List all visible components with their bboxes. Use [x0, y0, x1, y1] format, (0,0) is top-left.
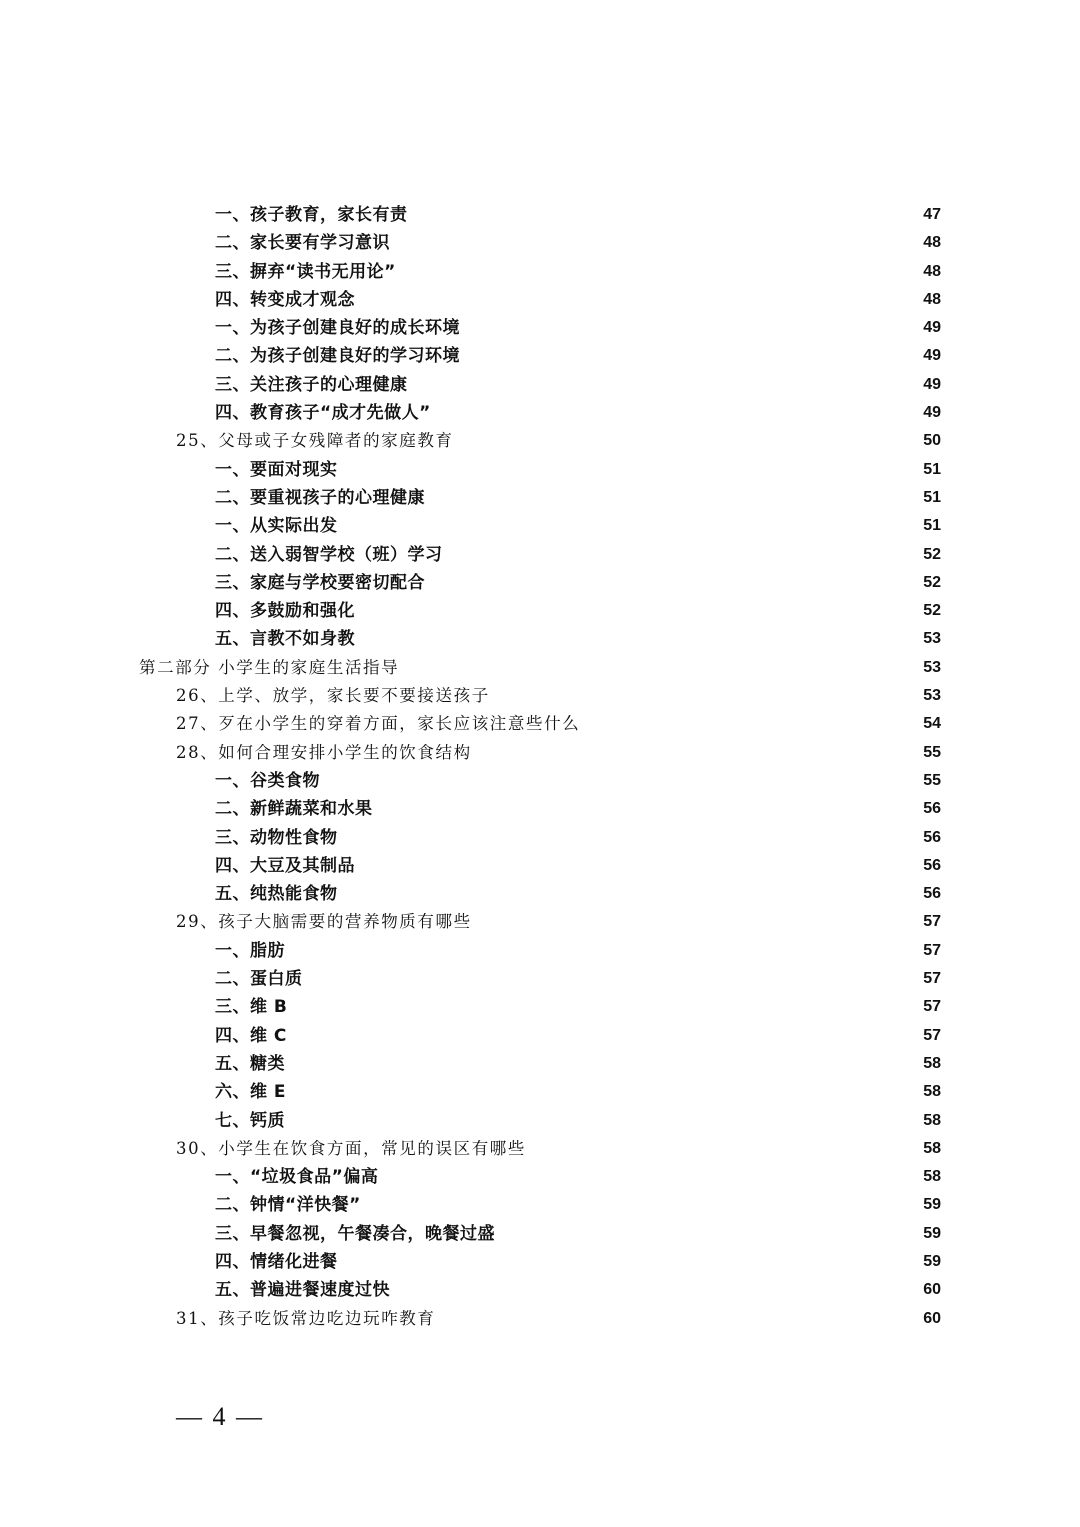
toc-entry-page: 53	[923, 687, 941, 705]
toc-entry	[0, 993, 1080, 1021]
toc-entry	[0, 371, 1080, 399]
toc-entry-title: 一、为孩子创建良好的成长环境	[215, 318, 460, 339]
toc-entry-title: 四、教育孩子“成才先做人”	[215, 403, 431, 424]
toc-entry-title: 一、脂肪	[215, 940, 285, 961]
toc-entry	[0, 852, 1080, 880]
toc-entry-title: 29、孩子大脑需要的营养物质有哪些	[176, 912, 472, 932]
toc-entry-title: 27、歹在小学生的穿着方面，家长应该注意些什么	[176, 714, 581, 734]
toc-entry	[0, 597, 1080, 625]
toc-entry	[0, 1276, 1080, 1304]
toc-entry-page: 48	[923, 262, 941, 280]
toc-entry	[0, 456, 1080, 484]
toc-entry-title: 26、上学、放学，家长要不要接送孩子	[176, 686, 490, 706]
toc-entry	[0, 229, 1080, 257]
toc-entry	[0, 739, 1080, 767]
toc-entry-page: 58	[923, 1111, 941, 1129]
toc-entry	[0, 767, 1080, 795]
toc-entry-page: 56	[923, 800, 941, 818]
toc-entry	[0, 1050, 1080, 1078]
toc-entry-page: 54	[923, 715, 941, 733]
toc-entry	[0, 1135, 1080, 1163]
toc-entry-page: 52	[923, 573, 941, 591]
toc-entry-title: 一、“垃圾食品”偏高	[215, 1167, 379, 1188]
toc-entry-page: 58	[923, 1083, 941, 1101]
toc-entry-title: 一、要面对现实	[215, 459, 338, 480]
toc-entry	[0, 1191, 1080, 1219]
toc-entry-title: 三、动物性食物	[215, 827, 338, 848]
toc-entry-page: 60	[923, 1281, 941, 1299]
toc-entry-page: 49	[923, 347, 941, 365]
toc-entry-title: 二、要重视孩子的心理健康	[215, 487, 425, 508]
toc-entry	[0, 1163, 1080, 1191]
toc-entry-page: 56	[923, 828, 941, 846]
toc-entry-page: 58	[923, 1054, 941, 1072]
toc-entry-page: 57	[923, 998, 941, 1016]
toc-entry-page: 52	[923, 602, 941, 620]
toc-entry-title: 五、纯热能食物	[215, 884, 338, 905]
toc-entry-title: 第二部分 小学生的家庭生活指导	[139, 657, 400, 677]
toc-entry-page: 58	[923, 1139, 941, 1157]
toc-entry-page: 59	[923, 1196, 941, 1214]
toc-entry-title: 四、维 C	[215, 1025, 287, 1046]
toc-entry	[0, 286, 1080, 314]
toc-entry-page: 59	[923, 1252, 941, 1270]
toc-entry-page: 59	[923, 1224, 941, 1242]
toc-entry-title: 三、摒弃“读书无用论”	[215, 261, 396, 282]
toc-entry	[0, 908, 1080, 936]
toc-entry-page: 51	[923, 517, 941, 535]
toc-entry-page: 55	[923, 743, 941, 761]
toc-entry	[0, 710, 1080, 738]
toc-entry-page: 50	[923, 432, 941, 450]
toc-entry-title: 三、早餐忽视，午餐凑合，晚餐过盛	[215, 1223, 495, 1244]
toc-entry-title: 二、送入弱智学校（班）学习	[215, 544, 443, 565]
toc-entry-page: 56	[923, 856, 941, 874]
toc-entry	[0, 1107, 1080, 1135]
table-of-contents	[0, 201, 1080, 1333]
toc-entry-title: 四、转变成才观念	[215, 289, 355, 310]
toc-entry-page: 55	[923, 771, 941, 789]
toc-entry-title: 四、大豆及其制品	[215, 855, 355, 876]
toc-entry	[0, 824, 1080, 852]
toc-entry	[0, 201, 1080, 229]
toc-entry-title: 三、关注孩子的心理健康	[215, 374, 408, 395]
toc-entry-title: 一、从实际出发	[215, 516, 338, 537]
toc-entry-page: 53	[923, 658, 941, 676]
toc-entry	[0, 484, 1080, 512]
toc-entry-title: 七、钙质	[215, 1110, 285, 1131]
toc-entry	[0, 880, 1080, 908]
toc-entry	[0, 569, 1080, 597]
toc-entry	[0, 258, 1080, 286]
toc-entry-page: 52	[923, 545, 941, 563]
toc-entry-title: 28、如何合理安排小学生的饮食结构	[176, 742, 472, 762]
toc-entry	[0, 1220, 1080, 1248]
toc-entry-title: 二、钟情“洋快餐”	[215, 1195, 361, 1216]
toc-entry-title: 五、糖类	[215, 1053, 285, 1074]
toc-entry-title: 三、家庭与学校要密切配合	[215, 572, 425, 593]
toc-entry	[0, 1078, 1080, 1106]
toc-entry-title: 25、父母或子女残障者的家庭教育	[176, 431, 454, 451]
toc-entry-title: 五、言教不如身教	[215, 629, 355, 650]
toc-entry-title: 二、蛋白质	[215, 969, 303, 990]
toc-entry-page: 57	[923, 970, 941, 988]
toc-entry-page: 49	[923, 404, 941, 422]
toc-entry-page: 58	[923, 1168, 941, 1186]
toc-entry-page: 57	[923, 1026, 941, 1044]
toc-entry-title: 一、谷类食物	[215, 770, 320, 791]
toc-entry	[0, 937, 1080, 965]
toc-entry	[0, 795, 1080, 823]
toc-entry-page: 56	[923, 885, 941, 903]
toc-entry	[0, 1305, 1080, 1333]
toc-entry-title: 30、小学生在饮食方面，常见的误区有哪些	[176, 1138, 526, 1158]
toc-entry-title: 二、为孩子创建良好的学习环境	[215, 346, 460, 367]
toc-entry	[0, 965, 1080, 993]
toc-entry-page: 57	[923, 913, 941, 931]
page-number: — 4 —	[176, 1402, 264, 1431]
toc-entry-page: 48	[923, 234, 941, 252]
toc-entry	[0, 625, 1080, 653]
toc-entry-title: 五、普遍进餐速度过快	[215, 1280, 390, 1301]
toc-entry-title: 六、维 E	[215, 1082, 287, 1103]
toc-entry	[0, 654, 1080, 682]
toc-entry-title: 二、新鲜蔬菜和水果	[215, 799, 373, 820]
toc-entry-page: 47	[923, 206, 941, 223]
toc-entry	[0, 342, 1080, 370]
toc-entry-page: 51	[923, 488, 941, 506]
toc-entry-title: 四、多鼓励和强化	[215, 601, 355, 622]
toc-entry-title: 一、孩子教育，家长有责	[215, 205, 408, 225]
toc-entry	[0, 427, 1080, 455]
toc-entry	[0, 1022, 1080, 1050]
toc-entry-title: 二、家长要有学习意识	[215, 233, 390, 254]
toc-entry-page: 53	[923, 630, 941, 648]
toc-entry-title: 四、情绪化进餐	[215, 1251, 338, 1272]
toc-entry	[0, 1248, 1080, 1276]
toc-entry	[0, 512, 1080, 540]
toc-entry-page: 57	[923, 941, 941, 959]
toc-entry-page: 49	[923, 319, 941, 337]
toc-entry	[0, 541, 1080, 569]
toc-entry-page: 48	[923, 290, 941, 308]
toc-entry-page: 60	[923, 1309, 941, 1327]
toc-entry-page: 49	[923, 375, 941, 393]
toc-entry-title: 三、维 B	[215, 997, 288, 1018]
toc-entry	[0, 399, 1080, 427]
toc-entry-page: 51	[923, 460, 941, 478]
toc-entry-title: 31、孩子吃饭常边吃边玩咋教育	[176, 1308, 436, 1328]
toc-entry	[0, 314, 1080, 342]
toc-entry	[0, 682, 1080, 710]
